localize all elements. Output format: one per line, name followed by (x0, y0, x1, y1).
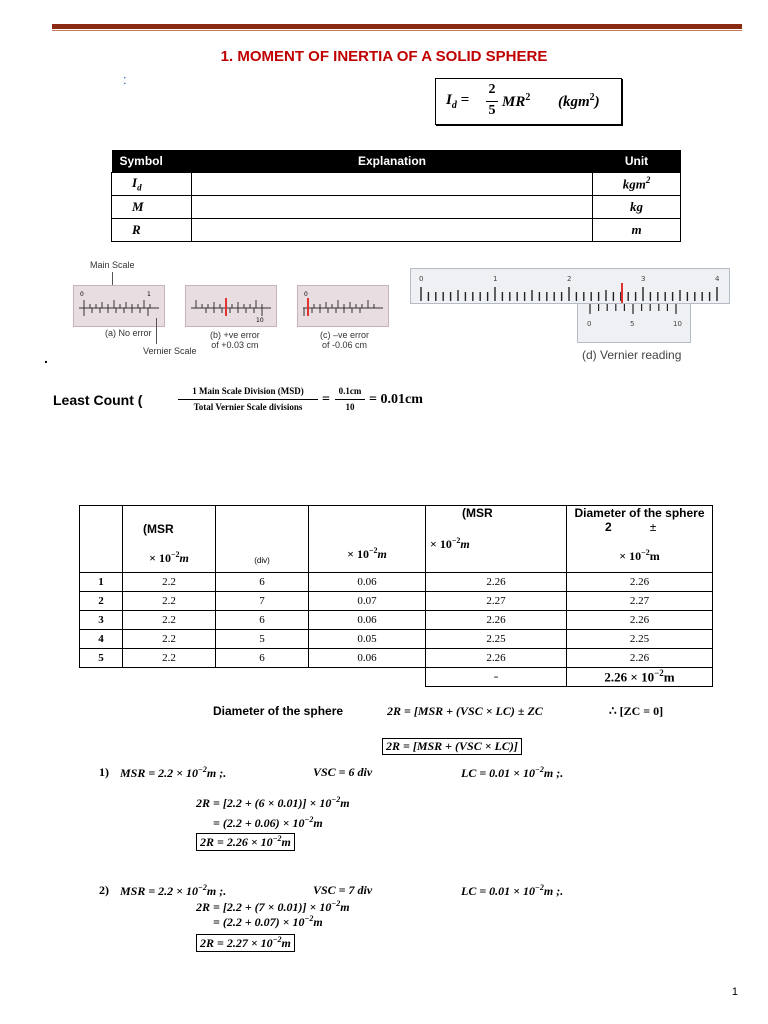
calc1-number: 1) (99, 765, 109, 779)
page-number: 1 (731, 986, 738, 998)
formula-unit-close: ) (594, 94, 600, 110)
table-cell: 5 (80, 649, 123, 668)
calc1-result: $2R = 2.26 \times 10^{-2}m$ (196, 833, 295, 851)
caption-vernier-reading: (d) Vernier reading (582, 348, 682, 362)
table-cell: 2.26 (426, 611, 567, 630)
table-cell: 0.06 (309, 649, 426, 668)
table-cell: 2.25 (426, 630, 567, 649)
vernier-no-error-image (73, 285, 165, 327)
formula-fraction-bar (486, 101, 498, 102)
vernier-scale-label: Vernier Scale (143, 346, 197, 356)
formula-rhs: MR (502, 94, 526, 110)
main-scale-ticks (411, 269, 729, 303)
table-cell: 2.2 (123, 611, 216, 630)
top-rule (52, 24, 742, 29)
calc1-msr: MSR = $2.2 \times 10^{-2}m$ ;. (120, 765, 227, 780)
mini-scale-a (74, 286, 164, 326)
caption-positive-error: (b) +ve error of +0.03 cm (210, 330, 260, 350)
table-cell: 5 (216, 630, 309, 649)
lc-result: = 0.01cm (369, 392, 423, 407)
vernier-number: 5 (630, 320, 635, 328)
calc2-result: $2R = 2.27 \times 10^{-2}m$ (196, 934, 295, 952)
table-row (80, 649, 713, 668)
calc2-vsc: VSC = 7 div (313, 883, 373, 897)
svg-text:0: 0 (80, 291, 84, 298)
lc-fraction-bar (178, 399, 318, 400)
table-cell: 0.05 (309, 630, 426, 649)
table-cell: 0.06 (309, 573, 426, 592)
main-scale-number: 2 (567, 275, 572, 283)
svg-text:0: 0 (304, 291, 308, 298)
least-count-label: Least Count ( (53, 392, 143, 408)
table-cell: 0.07 (309, 592, 426, 611)
symbol-cell: M (112, 196, 192, 219)
lc-numerator: 1 Main Scale Division (MSD) (192, 386, 304, 396)
lc-eq: = (322, 392, 330, 407)
table-cell: 6 (216, 573, 309, 592)
symbol-header: Symbol (112, 150, 192, 173)
stray-dot: . (44, 350, 48, 366)
lc-frac2-den: 10 (345, 402, 355, 412)
vernier-number: 10 (673, 320, 682, 328)
moment-of-inertia-formula (435, 78, 622, 125)
obs-mean-row (80, 668, 713, 687)
vernier-scale-pointer (156, 318, 157, 344)
obs-header-sno (80, 506, 123, 573)
formula-unit-pow: 2 (589, 92, 595, 103)
formula-numerator: 2 (488, 82, 496, 97)
calc2-msr: MSR = $2.2 \times 10^{-2}m$ ;. (120, 883, 227, 898)
table-cell: 6 (216, 611, 309, 630)
symbol-table (111, 150, 681, 242)
main-scale-number: 3 (641, 275, 646, 283)
calc2-line1: $2R = [2.2 + (7 \times 0.01)] \times 10^{-2}m$ (196, 899, 350, 914)
table-cell: 2.2 (123, 592, 216, 611)
obs-header-vsc: (div) (216, 506, 309, 573)
vernier-negative-error-image (297, 285, 389, 327)
obs-body (80, 573, 713, 668)
formula-denominator: 5 (488, 103, 496, 118)
diameter-label: Diameter of the sphere (213, 704, 344, 718)
table-cell: 2.26 (567, 649, 713, 668)
formula-lhs: I (446, 92, 452, 108)
table-cell: 1 (80, 573, 123, 592)
observation-table (79, 505, 713, 687)
symbol-table-header (112, 150, 681, 173)
main-scale-number: 0 (419, 275, 424, 283)
table-cell: 7 (216, 592, 309, 611)
table-cell: 2.26 (567, 573, 713, 592)
vernier-number: 0 (587, 320, 592, 328)
unit-cell: kg (593, 196, 681, 219)
unit-header: Unit (593, 150, 681, 173)
table-row (112, 196, 681, 219)
mini-scale-c (298, 286, 388, 326)
formula-eq: = (460, 92, 470, 108)
explanation-cell (192, 173, 593, 196)
calc1-lc: LC = $0.01 \times 10^{-2}m$ ;. (461, 765, 564, 780)
mini-scale-b (186, 286, 276, 326)
unit-cell: m (593, 219, 681, 242)
table-cell: 2.27 (567, 592, 713, 611)
table-cell: 2.26 (567, 611, 713, 630)
calc1-line1: $2R = [2.2 + (6 \times 0.01)] \times 10^{-2}m$ (196, 795, 350, 810)
svg-text:1: 1 (147, 291, 151, 298)
table-cell: 2.26 (426, 649, 567, 668)
table-cell: 3 (80, 611, 123, 630)
table-row (112, 219, 681, 242)
table-row (80, 592, 713, 611)
table-row (80, 611, 713, 630)
diameter-expr: 2R = [MSR + (VSC × LC) ± ZC (387, 704, 543, 718)
table-cell: 2.2 (123, 649, 216, 668)
main-scale-number: 4 (715, 275, 720, 283)
calc1-vsc: VSC = 6 div (313, 765, 373, 779)
table-cell: 6 (216, 649, 309, 668)
table-cell: 2.2 (123, 630, 216, 649)
main-scale-label: Main Scale (90, 260, 135, 270)
table-cell: 2 (80, 592, 123, 611)
stray-colon: : (123, 72, 127, 87)
table-cell: 2.27 (426, 592, 567, 611)
vernier-reading-main-scale (410, 268, 730, 304)
explanation-cell (192, 219, 593, 242)
formula-rhs-pow: 2 (525, 92, 531, 103)
unit-cell: kgm$^2$ (593, 173, 681, 196)
explanation-header: Explanation (192, 150, 593, 173)
lc-frac2-bar (335, 399, 365, 400)
table-cell: 4 (80, 630, 123, 649)
vernier-positive-error-image (185, 285, 277, 327)
vernier-reading-vernier-plate (577, 303, 691, 343)
table-cell: 0.06 (309, 611, 426, 630)
page-title: 1. MOMENT OF INERTIA OF A SOLID SPHERE (220, 48, 548, 65)
symbol-cell: $I_d$ (112, 173, 192, 196)
lc-denominator: Total Vernier Scale divisions (193, 402, 303, 412)
obs-header-msr: (MSR × $10^{-2}m$ (123, 506, 216, 573)
table-row (80, 573, 713, 592)
obs-header-row (80, 506, 713, 573)
caption-no-error: (a) No error (105, 328, 152, 338)
top-rule-thin (52, 30, 742, 31)
zero-correction: ∴ [ZC = 0] (609, 704, 664, 718)
obs-header-diameter: Diameter of the sphere 2 ± × $10^{-2}m$ (567, 506, 713, 573)
svg-text:10: 10 (256, 317, 264, 324)
diameter-formula-boxed: 2R = [MSR + (VSC × LC)] (382, 738, 522, 755)
formula-unit: (kgm (558, 94, 590, 110)
lc-frac2-num: 0.1cm (338, 386, 362, 396)
table-cell: 2.26 (426, 573, 567, 592)
obs-mean-eq: = (426, 668, 567, 687)
formula-lhs-sub: d (451, 100, 457, 111)
table-row (112, 173, 681, 196)
explanation-cell (192, 196, 593, 219)
table-cell: 2.25 (567, 630, 713, 649)
symbol-cell: R (112, 219, 192, 242)
calc2-lc: LC = $0.01 \times 10^{-2}m$ ;. (461, 883, 564, 898)
caption-negative-error: (c) –ve error of -0.06 cm (320, 330, 370, 350)
calc2-line2: = $(2.2 + 0.07) \times 10^{-2}m$ (213, 914, 323, 929)
main-scale-number: 1 (493, 275, 498, 283)
calc2-number: 2) (99, 883, 109, 897)
obs-header-vsc-lc: × $10^{-2}m$ (309, 506, 426, 573)
calc1-line2: = $(2.2 + 0.06) \times 10^{-2}m$ (213, 815, 323, 830)
vernier-plate-ticks (578, 304, 690, 342)
table-cell: 2.2 (123, 573, 216, 592)
table-row (80, 630, 713, 649)
obs-header-total: (MSR × $10^{-2}m$ (426, 506, 567, 573)
obs-mean-value: $2.26 \times 10^{-2}m$ (567, 668, 713, 687)
